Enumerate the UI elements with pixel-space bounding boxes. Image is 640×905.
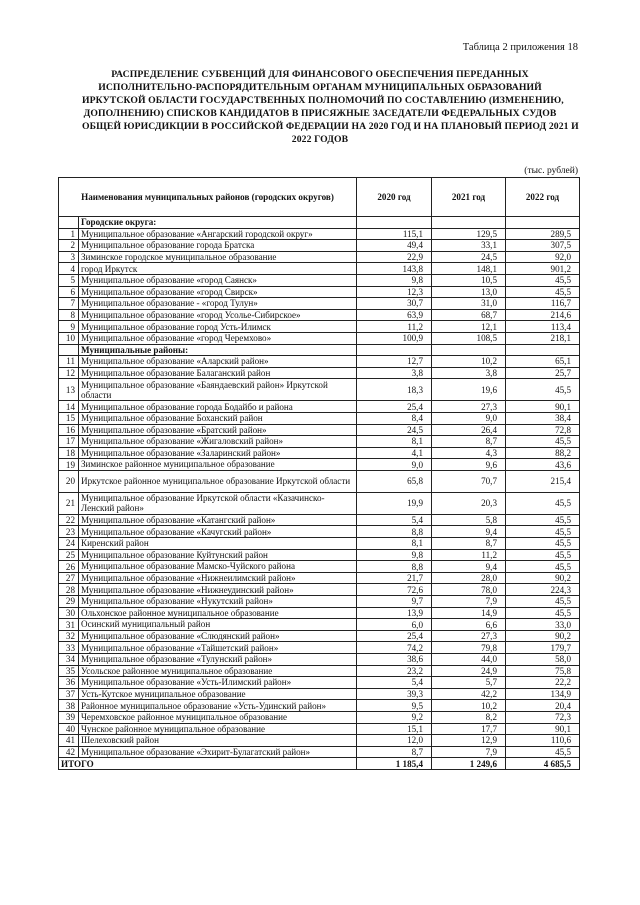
municipality-name: Муниципальное образование Мамско-Чуйского района (79, 561, 357, 573)
value-2022: 45,5 (506, 492, 580, 514)
value-2020: 23,2 (357, 665, 432, 677)
value-2021: 9,4 (432, 526, 506, 538)
value-2021: 9,6 (432, 459, 506, 471)
value-2021: 6,6 (432, 619, 506, 631)
table-row (59, 321, 580, 333)
value-2021: 79,8 (432, 642, 506, 654)
municipality-name: Усольское районное муниципальное образование (79, 665, 357, 677)
value-2020 (357, 344, 432, 356)
value-2021: 70,7 (432, 470, 506, 492)
row-number: 40 (59, 723, 79, 735)
row-number: 23 (59, 526, 79, 538)
value-2022: 58,0 (506, 654, 580, 666)
value-2020: 21,7 (357, 572, 432, 584)
table-row (59, 538, 580, 550)
row-number: 17 (59, 436, 79, 448)
value-2022: 45,5 (506, 286, 580, 298)
municipality-name: Муниципальное образование Куйтунский район (79, 549, 357, 561)
row-number: 2 (59, 240, 79, 252)
value-2021: 12,1 (432, 321, 506, 333)
row-number: 8 (59, 309, 79, 321)
value-2022 (506, 344, 580, 356)
value-2020: 9,5 (357, 700, 432, 712)
municipality-name: Районное муниципальное образование «Усть-Удинский район» (79, 700, 357, 712)
value-2021: 68,7 (432, 309, 506, 321)
table-row (59, 677, 580, 689)
value-2021: 24,5 (432, 251, 506, 263)
title-line: ДОПОЛНЕНИЮ) СПИСКОВ КАНДИДАТОВ В ПРИСЯЖНЫЕ ЗАСЕДАТЕЛИ ФЕДЕРАЛЬНЫХ СУДОВ (83, 108, 557, 119)
row-number: 36 (59, 677, 79, 689)
row-number: 4 (59, 263, 79, 275)
title-line: ИРКУТСКОЙ ОБЛАСТИ ГОСУДАРСТВЕННЫХ ПОЛНОМОЧИЙ ПО СОСТАВЛЕНИЮ (ИЗМЕНЕНИЮ, (82, 95, 564, 106)
row-number: 42 (59, 746, 79, 758)
table-row (59, 735, 580, 747)
value-2021: 26,4 (432, 424, 506, 436)
value-2020: 18,3 (357, 379, 432, 401)
municipality-name: Муниципальное образование «Слюдянский район» (79, 630, 357, 642)
table-row (59, 367, 580, 379)
value-2022: 134,9 (506, 688, 580, 700)
value-2020 (357, 217, 432, 229)
value-2020: 8,4 (357, 412, 432, 424)
table-row (59, 492, 580, 514)
municipality-name: Осинский муниципальный район (79, 619, 357, 631)
value-2020: 74,2 (357, 642, 432, 654)
value-2022: 90,2 (506, 572, 580, 584)
row-number: 3 (59, 251, 79, 263)
municipality-name: Муниципальное образование «город Усолье-Сибирское» (79, 309, 357, 321)
value-2020: 143,8 (357, 263, 432, 275)
municipality-name: Муниципальное образование «Усть-Илимский район» (79, 677, 357, 689)
row-number: 20 (59, 470, 79, 492)
row-number: 10 (59, 332, 79, 344)
row-number: 5 (59, 274, 79, 286)
municipality-name: Ольхонское районное муниципальное образование (79, 607, 357, 619)
table-row (59, 298, 580, 310)
value-2021: 8,7 (432, 436, 506, 448)
value-2020: 9,0 (357, 459, 432, 471)
row-number: 29 (59, 596, 79, 608)
municipality-name: Муниципальное образование «Баяндаевский район» Иркутской области (79, 379, 357, 401)
row-number: 27 (59, 572, 79, 584)
table-row (59, 572, 580, 584)
value-2022: 43,6 (506, 459, 580, 471)
table-header-row (59, 178, 580, 217)
subsidy-table (58, 177, 580, 770)
municipality-name: Муниципальное образование «Ангарский городской округ» (79, 228, 357, 240)
table-row (59, 630, 580, 642)
value-2022: 90,2 (506, 630, 580, 642)
table-row (59, 654, 580, 666)
value-2022: 65,1 (506, 356, 580, 368)
value-2020: 8,8 (357, 561, 432, 573)
value-2022: 224,3 (506, 584, 580, 596)
table-row (59, 607, 580, 619)
row-number: 39 (59, 711, 79, 723)
value-2021: 27,3 (432, 630, 506, 642)
value-2022: 45,5 (506, 379, 580, 401)
value-2020: 12,7 (357, 356, 432, 368)
value-2020: 13,9 (357, 607, 432, 619)
row-number: 18 (59, 447, 79, 459)
municipality-name: Муниципальное образование «Жигаловский район» (79, 436, 357, 448)
table-row (59, 514, 580, 526)
table-row (59, 596, 580, 608)
value-2020: 25,4 (357, 630, 432, 642)
value-2021: 7,9 (432, 746, 506, 758)
header-2022: 2022 год (506, 178, 580, 217)
table-row (59, 228, 580, 240)
municipality-name: Муниципальное образование Балаганский район (79, 367, 357, 379)
value-2022: 45,5 (506, 746, 580, 758)
row-number: 22 (59, 514, 79, 526)
value-2021 (432, 344, 506, 356)
value-2022: 901,2 (506, 263, 580, 275)
municipality-name: Муниципальное образование «город Свирск» (79, 286, 357, 298)
value-2022: 45,5 (506, 549, 580, 561)
row-number: 37 (59, 688, 79, 700)
total-2020: 1 185,4 (357, 758, 432, 770)
municipality-name: Муниципальное образование Боханский район (79, 412, 357, 424)
title-line: ИСПОЛНИТЕЛЬНО-РАСПОРЯДИТЕЛЬНЫМ ОРГАНАМ МУНИЦИПАЛЬНЫХ ОБРАЗОВАНИЙ (98, 82, 542, 93)
title-line: РАСПРЕДЕЛЕНИЕ СУБВЕНЦИЙ ДЛЯ ФИНАНСОВОГО ОБЕСПЕЧЕНИЯ ПЕРЕДАННЫХ (111, 69, 529, 80)
value-2021: 14,9 (432, 607, 506, 619)
table-row (59, 309, 580, 321)
row-number: 21 (59, 492, 79, 514)
municipality-name: Иркутское районное муниципальное образование Иркутской области (79, 470, 357, 492)
municipality-name: Муниципальное образование «Нижнеудинский район» (79, 584, 357, 596)
municipality-name: Муниципальное образование «город Саянск» (79, 274, 357, 286)
municipality-name: город Иркутск (79, 263, 357, 275)
header-2021: 2021 год (432, 178, 506, 217)
value-2020: 12,0 (357, 735, 432, 747)
value-2022: 72,8 (506, 424, 580, 436)
row-number: 35 (59, 665, 79, 677)
total-label: ИТОГО (59, 758, 357, 770)
value-2022: 33,0 (506, 619, 580, 631)
value-2022: 218,1 (506, 332, 580, 344)
value-2020: 9,8 (357, 274, 432, 286)
value-2022: 92,0 (506, 251, 580, 263)
table-row (59, 240, 580, 252)
value-2021: 19,6 (432, 379, 506, 401)
table-row (59, 700, 580, 712)
value-2020: 5,4 (357, 677, 432, 689)
municipality-name: Шелеховский район (79, 735, 357, 747)
value-2022: 214,6 (506, 309, 580, 321)
table-row (59, 711, 580, 723)
table-row (59, 379, 580, 401)
value-2021: 28,0 (432, 572, 506, 584)
table-row (59, 665, 580, 677)
value-2021: 3,8 (432, 367, 506, 379)
table-row (59, 332, 580, 344)
total-row (59, 758, 580, 770)
total-2021: 1 249,6 (432, 758, 506, 770)
value-2021: 27,3 (432, 401, 506, 413)
value-2020: 49,4 (357, 240, 432, 252)
value-2022: 75,8 (506, 665, 580, 677)
value-2022: 215,4 (506, 470, 580, 492)
value-2020: 22,9 (357, 251, 432, 263)
row-number: 1 (59, 228, 79, 240)
value-2020: 8,7 (357, 746, 432, 758)
value-2022: 45,5 (506, 526, 580, 538)
total-2022: 4 685,5 (506, 758, 580, 770)
municipality-name: Усть-Кутское муниципальное образование (79, 688, 357, 700)
value-2020: 24,5 (357, 424, 432, 436)
value-2021 (432, 217, 506, 229)
value-2022: 307,5 (506, 240, 580, 252)
municipality-name: Муниципальное образование «Нукутский район» (79, 596, 357, 608)
row-number: 11 (59, 356, 79, 368)
value-2020: 9,8 (357, 549, 432, 561)
municipality-name: Муниципальное образование «Тулунский район» (79, 654, 357, 666)
row-number: 26 (59, 561, 79, 573)
row-number: 28 (59, 584, 79, 596)
value-2020: 100,9 (357, 332, 432, 344)
section-label: Муниципальные районы: (79, 344, 357, 356)
municipality-name: Зиминское городское муниципальное образование (79, 251, 357, 263)
document-title (82, 68, 579, 146)
municipality-name: Муниципальное образование «Эхирит-Булагатский район» (79, 746, 357, 758)
row-number: 12 (59, 367, 79, 379)
row-number: 34 (59, 654, 79, 666)
value-2021: 20,3 (432, 492, 506, 514)
value-2022: 116,7 (506, 298, 580, 310)
value-2021: 10,2 (432, 700, 506, 712)
table-row (59, 251, 580, 263)
table-row (59, 584, 580, 596)
row-number (59, 344, 79, 356)
value-2020: 5,4 (357, 514, 432, 526)
row-number: 31 (59, 619, 79, 631)
table-row (59, 549, 580, 561)
table-row (59, 526, 580, 538)
municipality-name: Муниципальное образование «Нижнеилимский район» (79, 572, 357, 584)
value-2021: 12,9 (432, 735, 506, 747)
value-2021: 9,4 (432, 561, 506, 573)
section-row (59, 344, 580, 356)
row-number: 13 (59, 379, 79, 401)
value-2020: 8,1 (357, 538, 432, 550)
value-2021: 44,0 (432, 654, 506, 666)
value-2021: 42,2 (432, 688, 506, 700)
value-2022: 110,6 (506, 735, 580, 747)
value-2021: 8,7 (432, 538, 506, 550)
header-2020: 2020 год (357, 178, 432, 217)
row-number: 32 (59, 630, 79, 642)
municipality-name: Муниципальное образование город Усть-Илимск (79, 321, 357, 333)
municipality-name: Черемховское районное муниципальное образование (79, 711, 357, 723)
value-2020: 38,6 (357, 654, 432, 666)
table-row (59, 561, 580, 573)
value-2022: 45,5 (506, 274, 580, 286)
value-2020: 6,0 (357, 619, 432, 631)
value-2022: 45,5 (506, 596, 580, 608)
municipality-name: Муниципальное образование - «город Тулун» (79, 298, 357, 310)
value-2020: 11,2 (357, 321, 432, 333)
table-row (59, 356, 580, 368)
value-2021: 17,7 (432, 723, 506, 735)
table-row (59, 746, 580, 758)
table-row (59, 723, 580, 735)
value-2020: 4,1 (357, 447, 432, 459)
row-number: 6 (59, 286, 79, 298)
value-2020: 9,7 (357, 596, 432, 608)
value-2020: 3,8 (357, 367, 432, 379)
row-number: 33 (59, 642, 79, 654)
value-2022: 45,5 (506, 436, 580, 448)
row-number: 41 (59, 735, 79, 747)
municipality-name: Муниципальное образование Иркутской области «Казачинско-Ленский район» (79, 492, 357, 514)
table-row (59, 688, 580, 700)
municipality-name: Муниципальное образование «Заларинский район» (79, 447, 357, 459)
value-2022: 22,2 (506, 677, 580, 689)
units-label: (тыс. рублей) (524, 166, 578, 176)
value-2021: 10,5 (432, 274, 506, 286)
value-2021: 8,2 (432, 711, 506, 723)
value-2020: 63,9 (357, 309, 432, 321)
value-2021: 24,9 (432, 665, 506, 677)
municipality-name: Муниципальное образование «Качугский район» (79, 526, 357, 538)
row-number: 38 (59, 700, 79, 712)
row-number (59, 217, 79, 229)
value-2022: 90,1 (506, 401, 580, 413)
value-2022: 289,5 (506, 228, 580, 240)
table-caption: Таблица 2 приложения 18 (462, 42, 578, 53)
title-line: ОБЩЕЙ ЮРИСДИКЦИИ В РОССИЙСКОЙ ФЕДЕРАЦИИ НА 2020 ГОД И НА ПЛАНОВЫЙ ПЕРИОД 2021 И (82, 121, 579, 132)
value-2020: 30,7 (357, 298, 432, 310)
row-number: 30 (59, 607, 79, 619)
municipality-name: Киренский район (79, 538, 357, 550)
value-2020: 9,2 (357, 711, 432, 723)
value-2022: 90,1 (506, 723, 580, 735)
value-2021: 10,2 (432, 356, 506, 368)
value-2021: 148,1 (432, 263, 506, 275)
municipality-name: Муниципальное образование «Катангский район» (79, 514, 357, 526)
value-2022: 45,5 (506, 607, 580, 619)
row-number: 7 (59, 298, 79, 310)
value-2022 (506, 217, 580, 229)
value-2020: 8,8 (357, 526, 432, 538)
value-2022: 45,5 (506, 538, 580, 550)
value-2020: 65,8 (357, 470, 432, 492)
value-2022: 113,4 (506, 321, 580, 333)
value-2021: 11,2 (432, 549, 506, 561)
value-2021: 4,3 (432, 447, 506, 459)
table-row (59, 470, 580, 492)
municipality-name: Муниципальное образование «город Черемхово» (79, 332, 357, 344)
row-number: 15 (59, 412, 79, 424)
value-2021: 13,0 (432, 286, 506, 298)
table-row (59, 436, 580, 448)
value-2022: 20,4 (506, 700, 580, 712)
value-2020: 25,4 (357, 401, 432, 413)
table-row (59, 274, 580, 286)
value-2021: 129,5 (432, 228, 506, 240)
value-2022: 45,5 (506, 561, 580, 573)
municipality-name: Чунское районное муниципальное образование (79, 723, 357, 735)
row-number: 24 (59, 538, 79, 550)
table-row (59, 447, 580, 459)
table-row (59, 424, 580, 436)
header-name: Наименования муниципальных районов (городских округов) (59, 178, 357, 217)
value-2020: 12,3 (357, 286, 432, 298)
table-row (59, 412, 580, 424)
value-2020: 115,1 (357, 228, 432, 240)
table-row (59, 286, 580, 298)
municipality-name: Муниципальное образование «Аларский район» (79, 356, 357, 368)
value-2020: 15,1 (357, 723, 432, 735)
table-row (59, 263, 580, 275)
section-row (59, 217, 580, 229)
row-number: 14 (59, 401, 79, 413)
value-2022: 38,4 (506, 412, 580, 424)
value-2020: 72,6 (357, 584, 432, 596)
table-body (59, 217, 580, 770)
value-2022: 88,2 (506, 447, 580, 459)
table-row (59, 642, 580, 654)
row-number: 16 (59, 424, 79, 436)
value-2021: 5,8 (432, 514, 506, 526)
value-2020: 39,3 (357, 688, 432, 700)
municipality-name: Муниципальное образование города Братска (79, 240, 357, 252)
municipality-name: Зиминское районное муниципальное образование (79, 459, 357, 471)
municipality-name: Муниципальное образование «Тайшетский район» (79, 642, 357, 654)
value-2021: 33,1 (432, 240, 506, 252)
row-number: 9 (59, 321, 79, 333)
section-label: Городские округа: (79, 217, 357, 229)
value-2022: 179,7 (506, 642, 580, 654)
value-2020: 19,9 (357, 492, 432, 514)
value-2021: 31,0 (432, 298, 506, 310)
value-2022: 45,5 (506, 514, 580, 526)
value-2021: 78,0 (432, 584, 506, 596)
table-row (59, 619, 580, 631)
title-line: 2022 ГОДОВ (291, 134, 349, 145)
table-row (59, 459, 580, 471)
row-number: 19 (59, 459, 79, 471)
value-2021: 5,7 (432, 677, 506, 689)
value-2021: 7,9 (432, 596, 506, 608)
value-2022: 72,3 (506, 711, 580, 723)
value-2021: 9,0 (432, 412, 506, 424)
value-2022: 25,7 (506, 367, 580, 379)
value-2020: 8,1 (357, 436, 432, 448)
municipality-name: Муниципальное образование «Братский район» (79, 424, 357, 436)
value-2021: 108,5 (432, 332, 506, 344)
table-row (59, 401, 580, 413)
municipality-name: Муниципальное образование города Бодайбо и района (79, 401, 357, 413)
row-number: 25 (59, 549, 79, 561)
